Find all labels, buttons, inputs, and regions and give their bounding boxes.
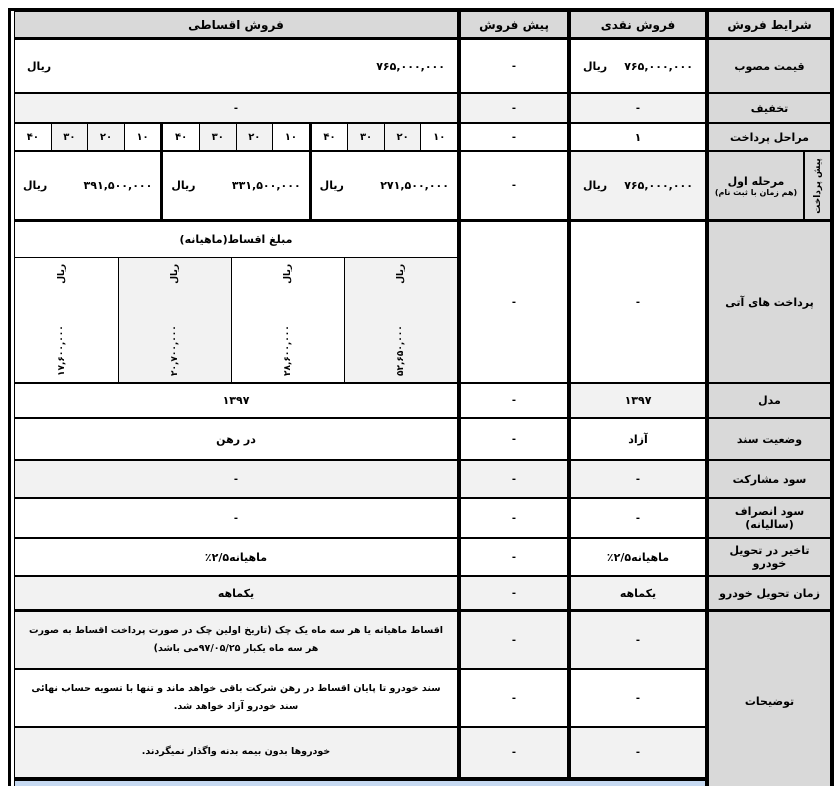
installment-cancellation-cell: - [14,498,458,538]
presale-future-payments-cell: - [458,221,568,383]
installment-note3-cell: خودروها بدون بیمه بدنه واگذار نمیگردند. [14,727,458,779]
monthly-amount-cell: ۱۷,۶۰۰,۰۰۰ ریال [57,264,67,376]
monthly-installment-label: مبلغ اقساط(ماهیانه) [15,222,457,258]
installment-price-cell [14,39,458,93]
months-cell: ۱۰ [420,124,457,150]
installment-doc-status-cell: در رهن [14,418,458,460]
cash-future-payments-cell: - [568,221,706,383]
highlighted-bottom-row [14,779,706,786]
months-cell: ۴۰ [323,131,336,143]
cash-note2-cell: - [568,669,706,727]
row-label-doc-status: وضعیت سند [706,418,831,460]
installment-group-1-downpayment [309,152,457,219]
cash-model-cell: ۱۳۹۷ [568,383,706,418]
cash-stage1-currency: ریال [583,179,608,192]
installment-delay-value: ٪۲/۵ماهیانه [204,550,268,564]
months-cell: ۲۰ [236,124,273,150]
presale-doc-status-cell: - [458,418,568,460]
row-label-discount: تخفیف [706,93,831,123]
months-cell: ۳۰ [51,124,88,150]
cash-discount-cell: - [568,93,706,123]
installment-group-1-monthly [14,258,457,382]
row-label-notes: توضیحات [706,611,831,786]
cash-stage1-value: ۷۶۵,۰۰۰,۰۰۰ [624,179,693,192]
cash-partnership-cell: - [568,460,706,498]
installment-note1-cell: اقساط ماهیانه یا هر سه ماه یک چک (تاریخ اولین چک در صورت پرداخت اقساط به صورت هر سه ماه یکبار ۹۷/۰۵/۲۵می باشد) [14,611,458,669]
months-cell: ۴۰ [26,131,39,143]
installment-delivery-time-cell: یکماهه [14,576,458,611]
installment-stages-cell [14,123,458,151]
cash-column-header: فروش نقدی [568,11,706,39]
cash-doc-status-cell: آزاد [568,418,706,460]
installment-stage1-cell [14,151,458,221]
installment-price-value: ۷۶۵,۰۰۰,۰۰۰ [376,59,445,73]
installment-partnership-cell: - [14,460,458,498]
presale-partnership-cell: - [458,460,568,498]
prepayment-rotated-label: پیش پرداخت [812,157,823,214]
installment-group-1-months [309,124,457,150]
downpayment-value: ۲۷۱,۵۰۰,۰۰۰ [380,179,449,192]
presale-delay-cell: - [458,538,568,576]
row-label-delivery-time: زمان تحویل خودرو [706,576,831,611]
presale-note2-cell: - [458,669,568,727]
terms-column-header: شرایط فروش [706,11,831,39]
presale-price-cell: - [458,39,568,93]
row-label-model: مدل [706,383,831,418]
installment-column-header: فروش اقساطی [14,11,458,39]
months-cell: ۴۰ [175,131,188,143]
cash-note1-cell: - [568,611,706,669]
installment-group-2-months [160,124,308,150]
row-label-stages: مراحل پرداخت [706,123,831,151]
row-label-stage1-cell [706,151,831,221]
installment-monthly-section [14,221,458,383]
months-cell: ۳۰ [199,124,236,150]
downpayment-value: ۳۹۱,۵۰۰,۰۰۰ [83,179,153,192]
installment-note2-cell: سند خودرو تا پایان اقساط در رهن شرکت باقی خواهد ماند و تنها با تسویه حساب نهائی سند خودرو آزاد خواهد شد. [14,669,458,727]
installment-model-cell: ۱۳۹۷ [14,383,458,418]
installment-group-3-months [15,124,160,150]
installment-group-3-downpayment [15,152,160,219]
months-cell: ۳۰ [347,124,384,150]
monthly-amount-cell: ۲۰,۷۰۰,۰۰۰ ریال [118,258,231,382]
cash-price-value: ۷۶۵,۰۰۰,۰۰۰ [624,59,693,73]
cash-delay-value: ٪۲/۵ماهیانه [606,550,670,564]
stage1-sublabel: (هم زمان با ثبت نام) [714,187,798,197]
months-cell: ۱۰ [124,124,161,150]
monthly-amount-cell: ۵۲,۶۵۰,۰۰۰ ریال [344,258,457,382]
presale-note1-cell: - [458,611,568,669]
downpayment-currency: ریال [319,179,344,192]
row-label-price: قیمت مصوب [706,39,831,93]
presale-stage1-cell: - [458,151,568,221]
cash-cancellation-cell: - [568,498,706,538]
months-cell: ۲۰ [87,124,124,150]
installment-discount-cell: - [14,93,458,123]
presale-discount-cell: - [458,93,568,123]
downpayment-value: ۳۳۱,۵۰۰,۰۰۰ [231,179,301,192]
presale-note3-cell: - [458,727,568,779]
cash-delay-cell [568,538,706,576]
sales-terms-table [8,8,834,786]
months-cell: ۱۰ [272,124,309,150]
stage1-label-box [709,152,803,219]
installment-group-2-downpayment [160,152,308,219]
monthly-installment-cells [15,258,457,382]
row-label-future-payments: پرداخت های آتی [706,221,831,383]
monthly-amount-cell: ۲۸,۶۰۰,۰۰۰ ریال [231,258,344,382]
presale-model-cell: - [458,383,568,418]
cash-stage1-cell [568,151,706,221]
presale-column-header: پیش فروش [458,11,568,39]
installment-delay-cell [14,538,458,576]
cash-note3-cell: - [568,727,706,779]
row-label-partnership-profit: سود مشارکت [706,460,831,498]
cash-price-currency: ریال [583,59,608,73]
row-label-delivery-delay: تاخیر در تحویل خودرو [706,538,831,576]
presale-stages-cell: - [458,123,568,151]
prepayment-rotated-header [803,152,830,219]
downpayment-currency: ریال [171,179,196,192]
cash-delivery-time-cell: یکماهه [568,576,706,611]
presale-delivery-time-cell: - [458,576,568,611]
stage1-label: مرحله اول [727,174,785,188]
presale-cancellation-cell: - [458,498,568,538]
cash-stages-cell: ۱ [568,123,706,151]
downpayment-currency: ریال [23,179,48,192]
months-cell: ۲۰ [384,124,421,150]
cash-price-cell [568,39,706,93]
row-label-cancellation-profit: سود انصراف (سالیانه) [706,498,831,538]
installment-price-currency: ریال [27,59,52,73]
